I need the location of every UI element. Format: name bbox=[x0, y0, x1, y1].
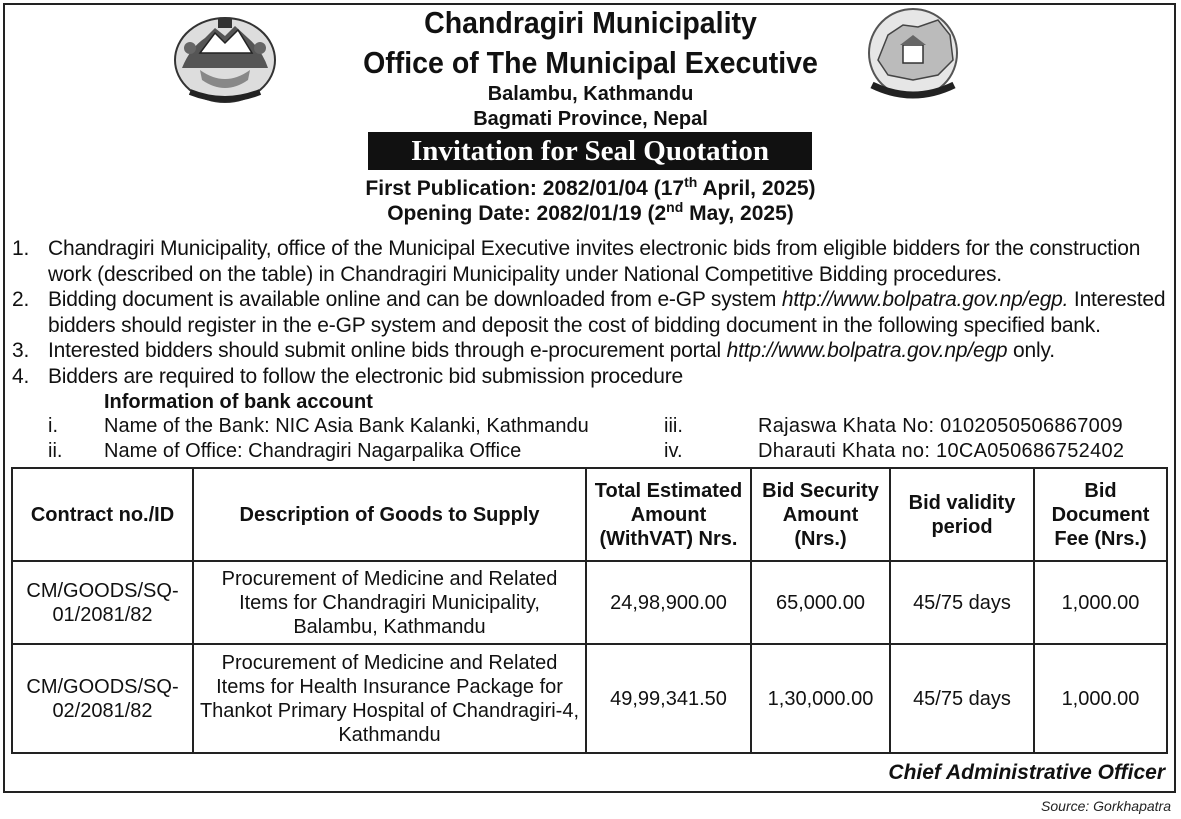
cell-fee: 1,000.00 bbox=[1034, 644, 1167, 753]
cell-description: Procurement of Medicine and Related Items for Chandragiri Municipality, Balambu, Kathmandu bbox=[193, 561, 586, 644]
first-publication-date: First Publication: 2082/01/04 (17th April, 2025) bbox=[365, 174, 816, 200]
cell-fee: 1,000.00 bbox=[1034, 561, 1167, 644]
bank-name: Name of the Bank: NIC Asia Bank Kalanki, Kathmandu bbox=[104, 415, 589, 437]
header-address-city: Balambu, Kathmandu bbox=[487, 83, 694, 105]
col-header-validity: Bid validity period bbox=[890, 468, 1034, 561]
bank-info-title: Information of bank account bbox=[104, 391, 373, 413]
cell-amount: 49,99,341.50 bbox=[586, 644, 751, 753]
header-office-name: Office of The Municipal Executive bbox=[363, 45, 818, 80]
col-header-description: Description of Goods to Supply bbox=[193, 468, 586, 561]
rajaswa-account: Rajaswa Khata No: 0102050506867009 bbox=[758, 415, 1123, 437]
table-header-row bbox=[12, 468, 1167, 561]
cell-bid-security: 1,30,000.00 bbox=[751, 644, 890, 753]
col-header-fee: Bid Document Fee (Nrs.) bbox=[1034, 468, 1167, 561]
header-municipality-name: Chandragiri Municipality bbox=[424, 5, 757, 40]
cell-contract-id: CM/GOODS/SQ-01/2081/82 bbox=[12, 561, 193, 644]
cell-amount: 24,98,900.00 bbox=[586, 561, 751, 644]
header-address-province: Bagmati Province, Nepal bbox=[473, 108, 708, 130]
cell-description: Procurement of Medicine and Related Items for Health Insurance Package for Thankot Primary Hospital of Chandragiri-4, Kathmandu bbox=[193, 644, 586, 753]
cell-contract-id: CM/GOODS/SQ-02/2081/82 bbox=[12, 644, 193, 753]
col-header-amount: Total Estimated Amount (WithVAT) Nrs. bbox=[586, 468, 751, 561]
signature-title: Chief Administrative Officer bbox=[888, 761, 1165, 784]
clause-2: 2. Bidding document is available online and can be downloaded from e-GP system http://www.bolpatra.gov.np/egp. Interested bidders should register in the e-GP system and deposit the cost of bidding document in the following specified bank. bbox=[12, 288, 1166, 337]
dharauti-account: Dharauti Khata no: 10CA050686752402 bbox=[758, 440, 1125, 462]
cell-validity: 45/75 days bbox=[890, 561, 1034, 644]
table-row bbox=[12, 644, 1167, 753]
egp-link[interactable]: http://www.bolpatra.gov.np/egp. bbox=[781, 288, 1069, 311]
opening-date: Opening Date: 2082/01/19 (2nd May, 2025) bbox=[387, 199, 794, 225]
col-header-contract: Contract no./ID bbox=[12, 468, 193, 561]
contracts-table bbox=[11, 467, 1168, 754]
clause-3: 3. Interested bidders should submit online bids through e-procurement portal http://www.bolpatra.gov.np/egp only. bbox=[12, 339, 1055, 362]
notice-title-banner: Invitation for Seal Quotation bbox=[368, 132, 812, 170]
cell-bid-security: 65,000.00 bbox=[751, 561, 890, 644]
table-row bbox=[12, 561, 1167, 644]
egp-portal-link[interactable]: http://www.bolpatra.gov.np/egp bbox=[726, 339, 1008, 362]
notice-clauses bbox=[12, 236, 1172, 389]
cell-validity: 45/75 days bbox=[890, 644, 1034, 753]
clause-1: 1. Chandragiri Municipality, office of the Municipal Executive invites electronic bids from eligible bidders for the construction work (described on the table) in Chandragiri Municipality under National Competitive Bidding procedures. bbox=[12, 237, 1141, 286]
office-name: Name of Office: Chandragiri Nagarpalika Office bbox=[104, 440, 522, 462]
col-header-bid-security: Bid Security Amount (Nrs.) bbox=[751, 468, 890, 561]
clause-4: 4. Bidders are required to follow the electronic bid submission procedure bbox=[12, 364, 684, 388]
source-credit: Source: Gorkhapatra bbox=[1041, 798, 1171, 814]
